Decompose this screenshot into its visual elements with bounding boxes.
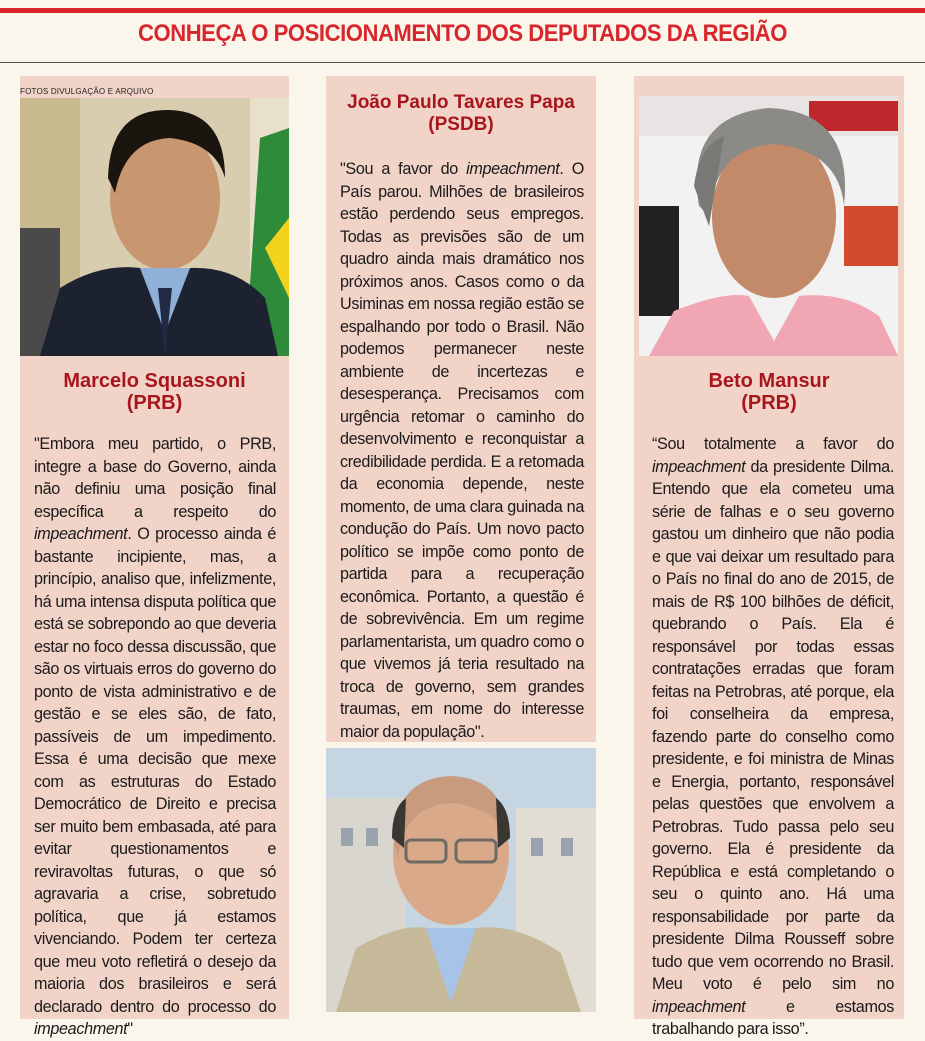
quote-italic-term: impeachment: [652, 457, 746, 476]
quote-italic-term: impeachment: [34, 525, 128, 543]
quote-text: da presidente Dilma. Entendo que ela cometeu uma série de falhas e o seu governo gastou um dinheiro que não podia e que vai deixar um resultado para o País no final do ano de 2015, de mais de R$ 100 bilhões de déficit, quebrando o País. Ela é responsável por todas essas contratações erradas que foram feitas na Petrobras, até porque, ela foi conselheira da empresa, fazendo parte do conselho como presidente, e foi ministra de Minas e Energia, portanto, responsável pelas questões que envolvem a Petrobras. Tudo passa pelo seu governo. Ela é presidente da República e está completando o seu o quinto ano. Há uma responsabilidade por parte da presidente Dilma Rousseff sobre tudo que vem ocorrendo no Brasil. Meu voto é pelo sim no: [652, 457, 894, 993]
deputy-party: (PRB): [126, 392, 183, 414]
quote-italic-term: impeachment: [652, 997, 746, 1016]
deputy-party: (PSDB): [428, 114, 494, 135]
quote-text: “Sou totalmente a favor do: [652, 435, 894, 453]
quote-text: ": [127, 1020, 133, 1038]
quote-italic-term: impeachment: [34, 1020, 128, 1038]
deputy-name: João Paulo Tavares Papa: [347, 92, 575, 113]
quote-marcelo-squassoni: [34, 433, 276, 1041]
deputy-party: (PRB): [741, 392, 797, 414]
quote-text: "Embora meu partido, o PRB, integre a base do Governo, ainda não definiu uma posição final específica a respeito do: [34, 435, 276, 521]
photo-marcelo-squassoni: [20, 98, 289, 356]
photo-credit: FOTOS DIVULGAÇÃO E ARQUIVO: [20, 87, 154, 96]
headline-divider: [0, 62, 925, 63]
deputy-name-marcelo: [20, 370, 289, 414]
top-red-rule: [0, 8, 925, 13]
quote-italic-term: impeachment: [466, 160, 560, 178]
deputy-name: Beto Mansur: [708, 370, 830, 392]
deputy-name: Marcelo Squassoni: [63, 370, 246, 392]
photo-joao-paulo-papa: [326, 748, 596, 1012]
quote-text: "Sou a favor do: [340, 160, 467, 178]
page-headline: CONHEÇA O POSICIONAMENTO DOS DEPUTADOS DA REGIÃO: [138, 20, 787, 47]
deputy-name-joao-paulo: [326, 92, 596, 136]
quote-text: . O País parou. Milhões de brasileiros estão perdendo seus empregos. Todas as previsões são de um quadro ainda mais dramático nos próximos anos. Casos como o da Usiminas em nossa região estão se espalhando por todo o Brasil. Não podemos permanecer neste ambiente de incertezas e desesperança. Precisamos com urgência retomar o caminho do desenvolvimento e reconquistar a credibilidade perdida. E a retomada da economia depende, neste momento, de uma clara guinada na condução do País. Um novo pacto político se impõe como ponto de partida para a recuperação econômica. Portanto, a questão é de sobrevivência. Em um regime parlamentarista, um quadro como o que vivemos já teria resultado na troca de governo, sem grandes traumas, em nome do interesse maior da população".: [340, 160, 584, 741]
quote-joao-paulo-papa: [340, 158, 584, 743]
deputy-name-beto: [634, 370, 904, 414]
quote-text: e estamos trabalhando para isso”.: [652, 997, 894, 1038]
quote-beto-mansur: [652, 433, 894, 1041]
quote-text: . O processo ainda é bastante incipiente, mas, a princípio, analiso que, infelizmente, há uma intensa disputa política que está se sobrepondo ao que deveria estar no foco dessa discussão, que são os virtuais erros do governo do ponto de vista administrativo e de gestão e se eles são, de fato, passíveis de um impedimento. Essa é uma decisão que mexe com as estruturas do Estado Democrático de Direito e precisa ser muito bem embasada, até para evitar questionamentos e reviravoltas futuras, o que só agravaria a crise, sobretudo política, que já estamos vivenciando. Podem ter certeza que meu voto refletirá o desejo da maioria dos brasileiros e será declarado dentro do processo do: [34, 525, 276, 1016]
photo-beto-mansur: [639, 96, 898, 356]
